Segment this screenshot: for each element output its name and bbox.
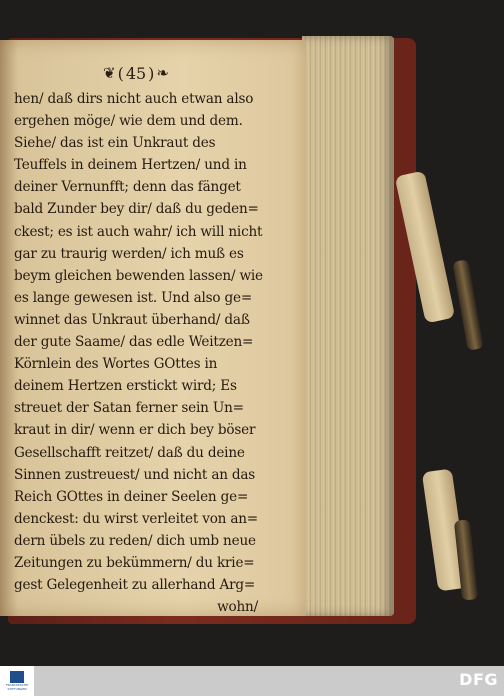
logo-emblem-icon: [10, 671, 24, 683]
page-number-open-paren: (: [117, 63, 124, 83]
text-line: deiner Vernunfft; denn das fänget: [14, 179, 241, 196]
text-line: denckest: du wirst verleitet von an=: [14, 510, 258, 527]
text-line: Körnlein des Wortes GOttes in: [14, 356, 218, 373]
text-line: Siehe/ das ist ein Unkraut des: [14, 135, 216, 152]
page-block-edge: [302, 36, 394, 616]
text-line: streuet der Satan ferner sein Un=: [14, 400, 244, 417]
page-header: [86, 62, 186, 84]
page-text: [14, 88, 266, 618]
text-line: bald Zunder bey dir/ daß du geden=: [14, 201, 259, 218]
text-line: Gesellschafft reitzet/ daß du deine: [14, 444, 245, 461]
logo-text: FRANCKESCHE STIFTUNGEN: [5, 683, 29, 691]
viewer-footer: [0, 666, 504, 696]
text-line: deinem Hertzen erstickt wird; Es: [14, 378, 237, 395]
text-line: Teuffels in deinem Hertzen/ und in: [14, 157, 247, 174]
text-line: kraut in dir/ wenn er dich bey böser: [14, 422, 256, 439]
clasp-metal-upper: [452, 259, 483, 350]
ornament-right-icon: ❧: [156, 64, 169, 82]
text-line: gest Gelegenheit zu allerhand Arg=: [14, 577, 256, 594]
text-line: Zeitungen zu bekümmern/ du krie=: [14, 554, 255, 571]
franckesche-stiftungen-logo[interactable]: [0, 666, 34, 696]
text-line: ergehen möge/ wie dem und dem.: [14, 113, 243, 130]
page-number: 45: [125, 63, 147, 83]
text-line: der gute Saame/ das edle Weitzen=: [14, 334, 254, 351]
book-page: [0, 40, 306, 616]
text-line: hen/ daß dirs nicht auch etwan also: [14, 91, 254, 107]
text-line: Reich GOttes in deiner Seelen ge=: [14, 488, 249, 505]
text-line: winnet das Unkraut überhand/ daß: [14, 311, 250, 328]
text-line: Sinnen zustreuest/ und nicht an das: [14, 466, 256, 483]
text-line: gar zu traurig werden/ ich muß es: [14, 245, 244, 262]
text-line: ckest; es ist auch wahr/ ich will nicht: [14, 223, 263, 240]
dfg-logo[interactable]: DFG: [459, 670, 498, 689]
text-line: es lange gewesen ist. Und also ge=: [14, 289, 253, 306]
ornament-left-icon: ❦: [102, 64, 116, 82]
text-line-catchword: wohn/: [217, 599, 258, 616]
page-number-close-paren: ): [148, 63, 155, 83]
text-line: beym gleichen bewenden lassen/ wie: [14, 267, 263, 284]
text-line: dern übels zu reden/ dich umb neue: [14, 532, 256, 549]
